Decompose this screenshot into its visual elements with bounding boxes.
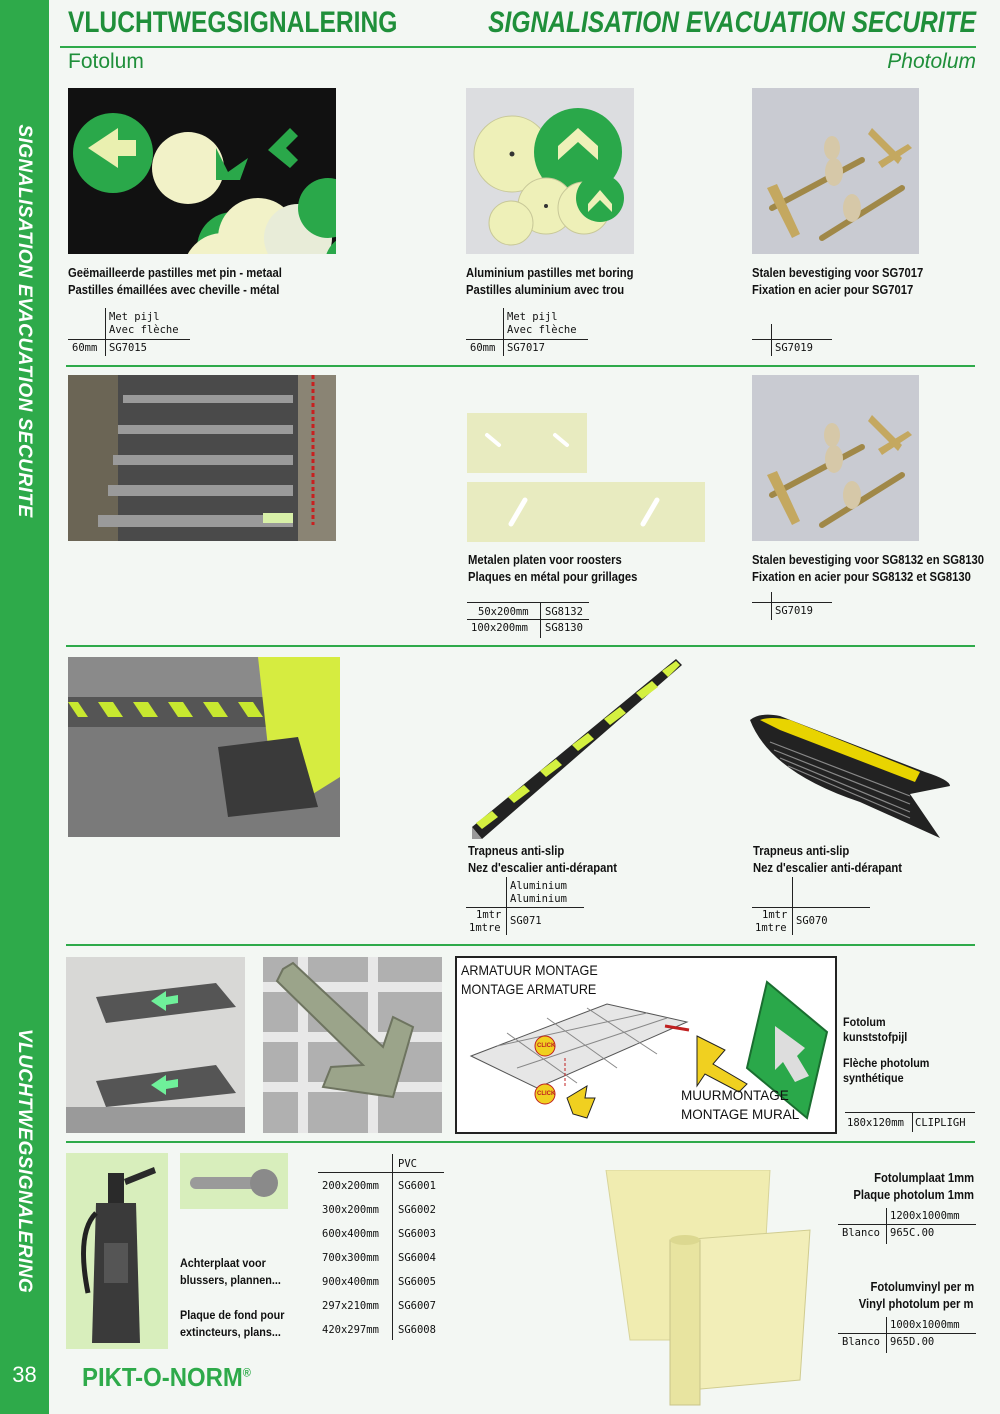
code-cell: 965C.00 — [890, 1227, 935, 1239]
fixation-illustration — [752, 88, 919, 254]
caption-plates-nl: Metalen platen voor roosters — [468, 553, 622, 567]
caption-vinyl-fr: Vinyl photolum per m — [859, 1297, 974, 1311]
table-header-material: PVC — [398, 1158, 417, 1170]
size-cell: 60mm — [470, 342, 496, 354]
photo-photolum-sheet — [600, 1170, 820, 1410]
caption-p1-nl: Geëmailleerde pastilles met pin - metaal — [68, 266, 282, 280]
code-cell: SG6005 — [398, 1276, 436, 1288]
wall-label-nl: MUURMONTAGE — [681, 1088, 789, 1103]
caption-p2-fr: Pastilles aluminium avec trou — [466, 283, 625, 297]
code-cell: SG6003 — [398, 1228, 436, 1240]
caption-backplate-1: Achterplaat voor — [180, 1256, 266, 1270]
section-divider-1 — [66, 365, 975, 367]
caption-antislip2-nl: Trapneus anti-slip — [753, 844, 850, 858]
spec-table-backplates — [318, 1154, 444, 1340]
caption-plates-fr: Plaques en métal pour grillages — [468, 570, 638, 584]
code-cell: SG6007 — [398, 1300, 436, 1312]
code-cell: SG7019 — [775, 342, 813, 354]
code-cell: SG7017 — [507, 342, 545, 354]
sidebar-top-text: SIGNALISATION EVACUATION SECURITE — [14, 124, 35, 518]
size-cell: 600x400mm — [322, 1228, 379, 1240]
code-cell: SG8132 — [545, 606, 583, 618]
photo-anti-slip-nosing-profile — [750, 712, 955, 840]
material-fr: Aluminium — [510, 893, 567, 905]
brand-name: PIKT-O-NORM — [82, 1362, 243, 1392]
diagram-mounting — [455, 956, 837, 1134]
stairs-illustration — [68, 375, 336, 541]
spec-table-965c — [838, 1208, 976, 1244]
header-divider — [60, 46, 976, 48]
code-cell: SG6001 — [398, 1180, 436, 1192]
col-header-nl: Met pijl — [507, 311, 558, 323]
color-cell: Blanco — [842, 1227, 880, 1239]
caption-cliplight-3: Flèche photolum — [843, 1056, 930, 1070]
alu-pastilles-illustration — [466, 88, 634, 254]
page-title-nl: VLUCHTWEGSIGNALERING — [68, 6, 398, 39]
caption-fix2-fr: Fixation en acier pour SG8132 et SG8130 — [752, 570, 971, 584]
col-header-fr: Avec flèche — [507, 324, 577, 336]
size-cell: 300x200mm — [322, 1204, 379, 1216]
col-header-nl: Met pijl — [109, 311, 160, 323]
caption-fix2-nl: Stalen bevestiging voor SG8132 en SG8130 — [752, 553, 984, 567]
photo-steel-fixation-2 — [752, 375, 919, 541]
code-cell: CLIPLIGH — [915, 1117, 966, 1129]
code-cell: 965D.00 — [890, 1336, 935, 1348]
length-fr: 1mtre — [469, 922, 501, 934]
registered-mark: ® — [242, 1365, 251, 1380]
caption-p3-fr: Fixation en acier pour SG7017 — [752, 283, 914, 297]
photo-door-handle — [180, 1153, 288, 1209]
size-cell: 100x200mm — [471, 622, 528, 634]
spec-table-cliplight — [845, 1112, 975, 1132]
color-cell: Blanco — [842, 1336, 880, 1348]
dimension-cell: 1200x1000mm — [890, 1210, 960, 1222]
caption-p1-fr: Pastilles émaillées avec cheville - métal — [68, 283, 280, 297]
code-cell: SG6004 — [398, 1252, 436, 1264]
spec-table-sg7019-a — [752, 324, 832, 358]
photo-metal-plate-small — [467, 413, 587, 473]
length-fr: 1mtre — [755, 922, 787, 934]
diagram-title-nl: ARMATUUR MONTAGE — [461, 962, 598, 978]
code-cell: SG071 — [510, 915, 542, 927]
caption-plate-fr: Plaque photolum 1mm — [853, 1188, 974, 1202]
photo-ceiling-arrow — [66, 957, 245, 1133]
click-label-1: CLICK — [537, 1043, 556, 1049]
caption-cliplight-2: kunststofpijl — [843, 1030, 908, 1044]
photo-enamel-pastilles — [68, 88, 336, 254]
caption-vinyl-nl: Fotolumvinyl per m — [870, 1280, 974, 1294]
size-cell: 297x210mm — [322, 1300, 379, 1312]
size-cell: 420x297mm — [322, 1324, 379, 1336]
size-cell: 60mm — [72, 342, 98, 354]
caption-plate-nl: Fotolumplaat 1mm — [873, 1171, 974, 1185]
caption-p3-nl: Stalen bevestiging voor SG7017 — [752, 266, 924, 280]
photo-grid-arrow — [263, 957, 442, 1133]
caption-antislip1-nl: Trapneus anti-slip — [468, 844, 565, 858]
photo-stair-nosing-worker — [68, 657, 340, 837]
spec-table-sg7015 — [68, 308, 198, 358]
code-cell: SG7019 — [775, 605, 813, 617]
section-divider-3 — [66, 944, 975, 946]
code-cell: SG6008 — [398, 1324, 436, 1336]
length-nl: 1mtr — [762, 909, 788, 921]
size-cell: 200x200mm — [322, 1180, 379, 1192]
spec-table-sg8132 — [467, 602, 592, 638]
subtitle-nl: Fotolum — [68, 50, 144, 73]
code-cell: SG7015 — [109, 342, 147, 354]
sidebar — [0, 0, 49, 1414]
material-nl: Aluminium — [510, 880, 567, 892]
click-label-2: CLICK — [537, 1091, 556, 1097]
length-nl: 1mtr — [476, 909, 502, 921]
caption-backplate-2: blussers, plannen... — [180, 1273, 281, 1287]
spec-table-965d — [838, 1317, 976, 1353]
size-cell: 50x200mm — [478, 606, 529, 618]
spec-table-sg7019-b — [752, 592, 832, 622]
page-number: 38 — [12, 1362, 37, 1387]
brand-logo — [82, 1362, 251, 1393]
section-divider-4 — [66, 1141, 975, 1143]
photo-extinguisher — [66, 1153, 168, 1349]
dimension-cell: 1000x1000mm — [890, 1319, 960, 1331]
page-title-fr: SIGNALISATION EVACUATION SECURITE — [488, 6, 976, 39]
caption-p2-nl: Aluminium pastilles met boring — [466, 266, 634, 280]
caption-cliplight-1: Fotolum — [843, 1015, 886, 1029]
photo-metal-plate-large — [467, 482, 705, 542]
col-header-fr: Avec flèche — [109, 324, 179, 336]
size-cell: 180x120mm — [847, 1117, 904, 1129]
size-cell: 700x300mm — [322, 1252, 379, 1264]
caption-antislip2-fr: Nez d'escalier anti-dérapant — [753, 861, 902, 875]
spec-table-sg071 — [466, 877, 586, 935]
caption-antislip1-fr: Nez d'escalier anti-dérapant — [468, 861, 617, 875]
photo-aluminium-pastilles — [466, 88, 634, 254]
sidebar-bottom-text: VLUCHTWEGSIGNALERING — [14, 1028, 35, 1294]
diagram-title-fr: MONTAGE ARMATURE — [461, 981, 597, 997]
section-divider-2 — [66, 645, 975, 647]
subtitle-fr: Photolum — [887, 50, 976, 73]
spec-table-sg7017 — [466, 308, 596, 358]
spec-table-sg070 — [752, 877, 872, 935]
code-cell: SG6002 — [398, 1204, 436, 1216]
caption-backplate-3: Plaque de fond pour — [180, 1308, 285, 1322]
pastilles-illustration — [68, 88, 336, 254]
code-cell: SG070 — [796, 915, 828, 927]
photo-grating-stairs — [68, 375, 336, 541]
caption-cliplight-4: synthétique — [843, 1071, 904, 1085]
caption-backplate-4: extincteurs, plans... — [180, 1325, 281, 1339]
code-cell: SG8130 — [545, 622, 583, 634]
size-cell: 900x400mm — [322, 1276, 379, 1288]
photo-steel-fixation-1 — [752, 88, 919, 254]
photo-anti-slip-aluminium — [466, 655, 682, 840]
wall-label-fr: MONTAGE MURAL — [681, 1107, 800, 1122]
